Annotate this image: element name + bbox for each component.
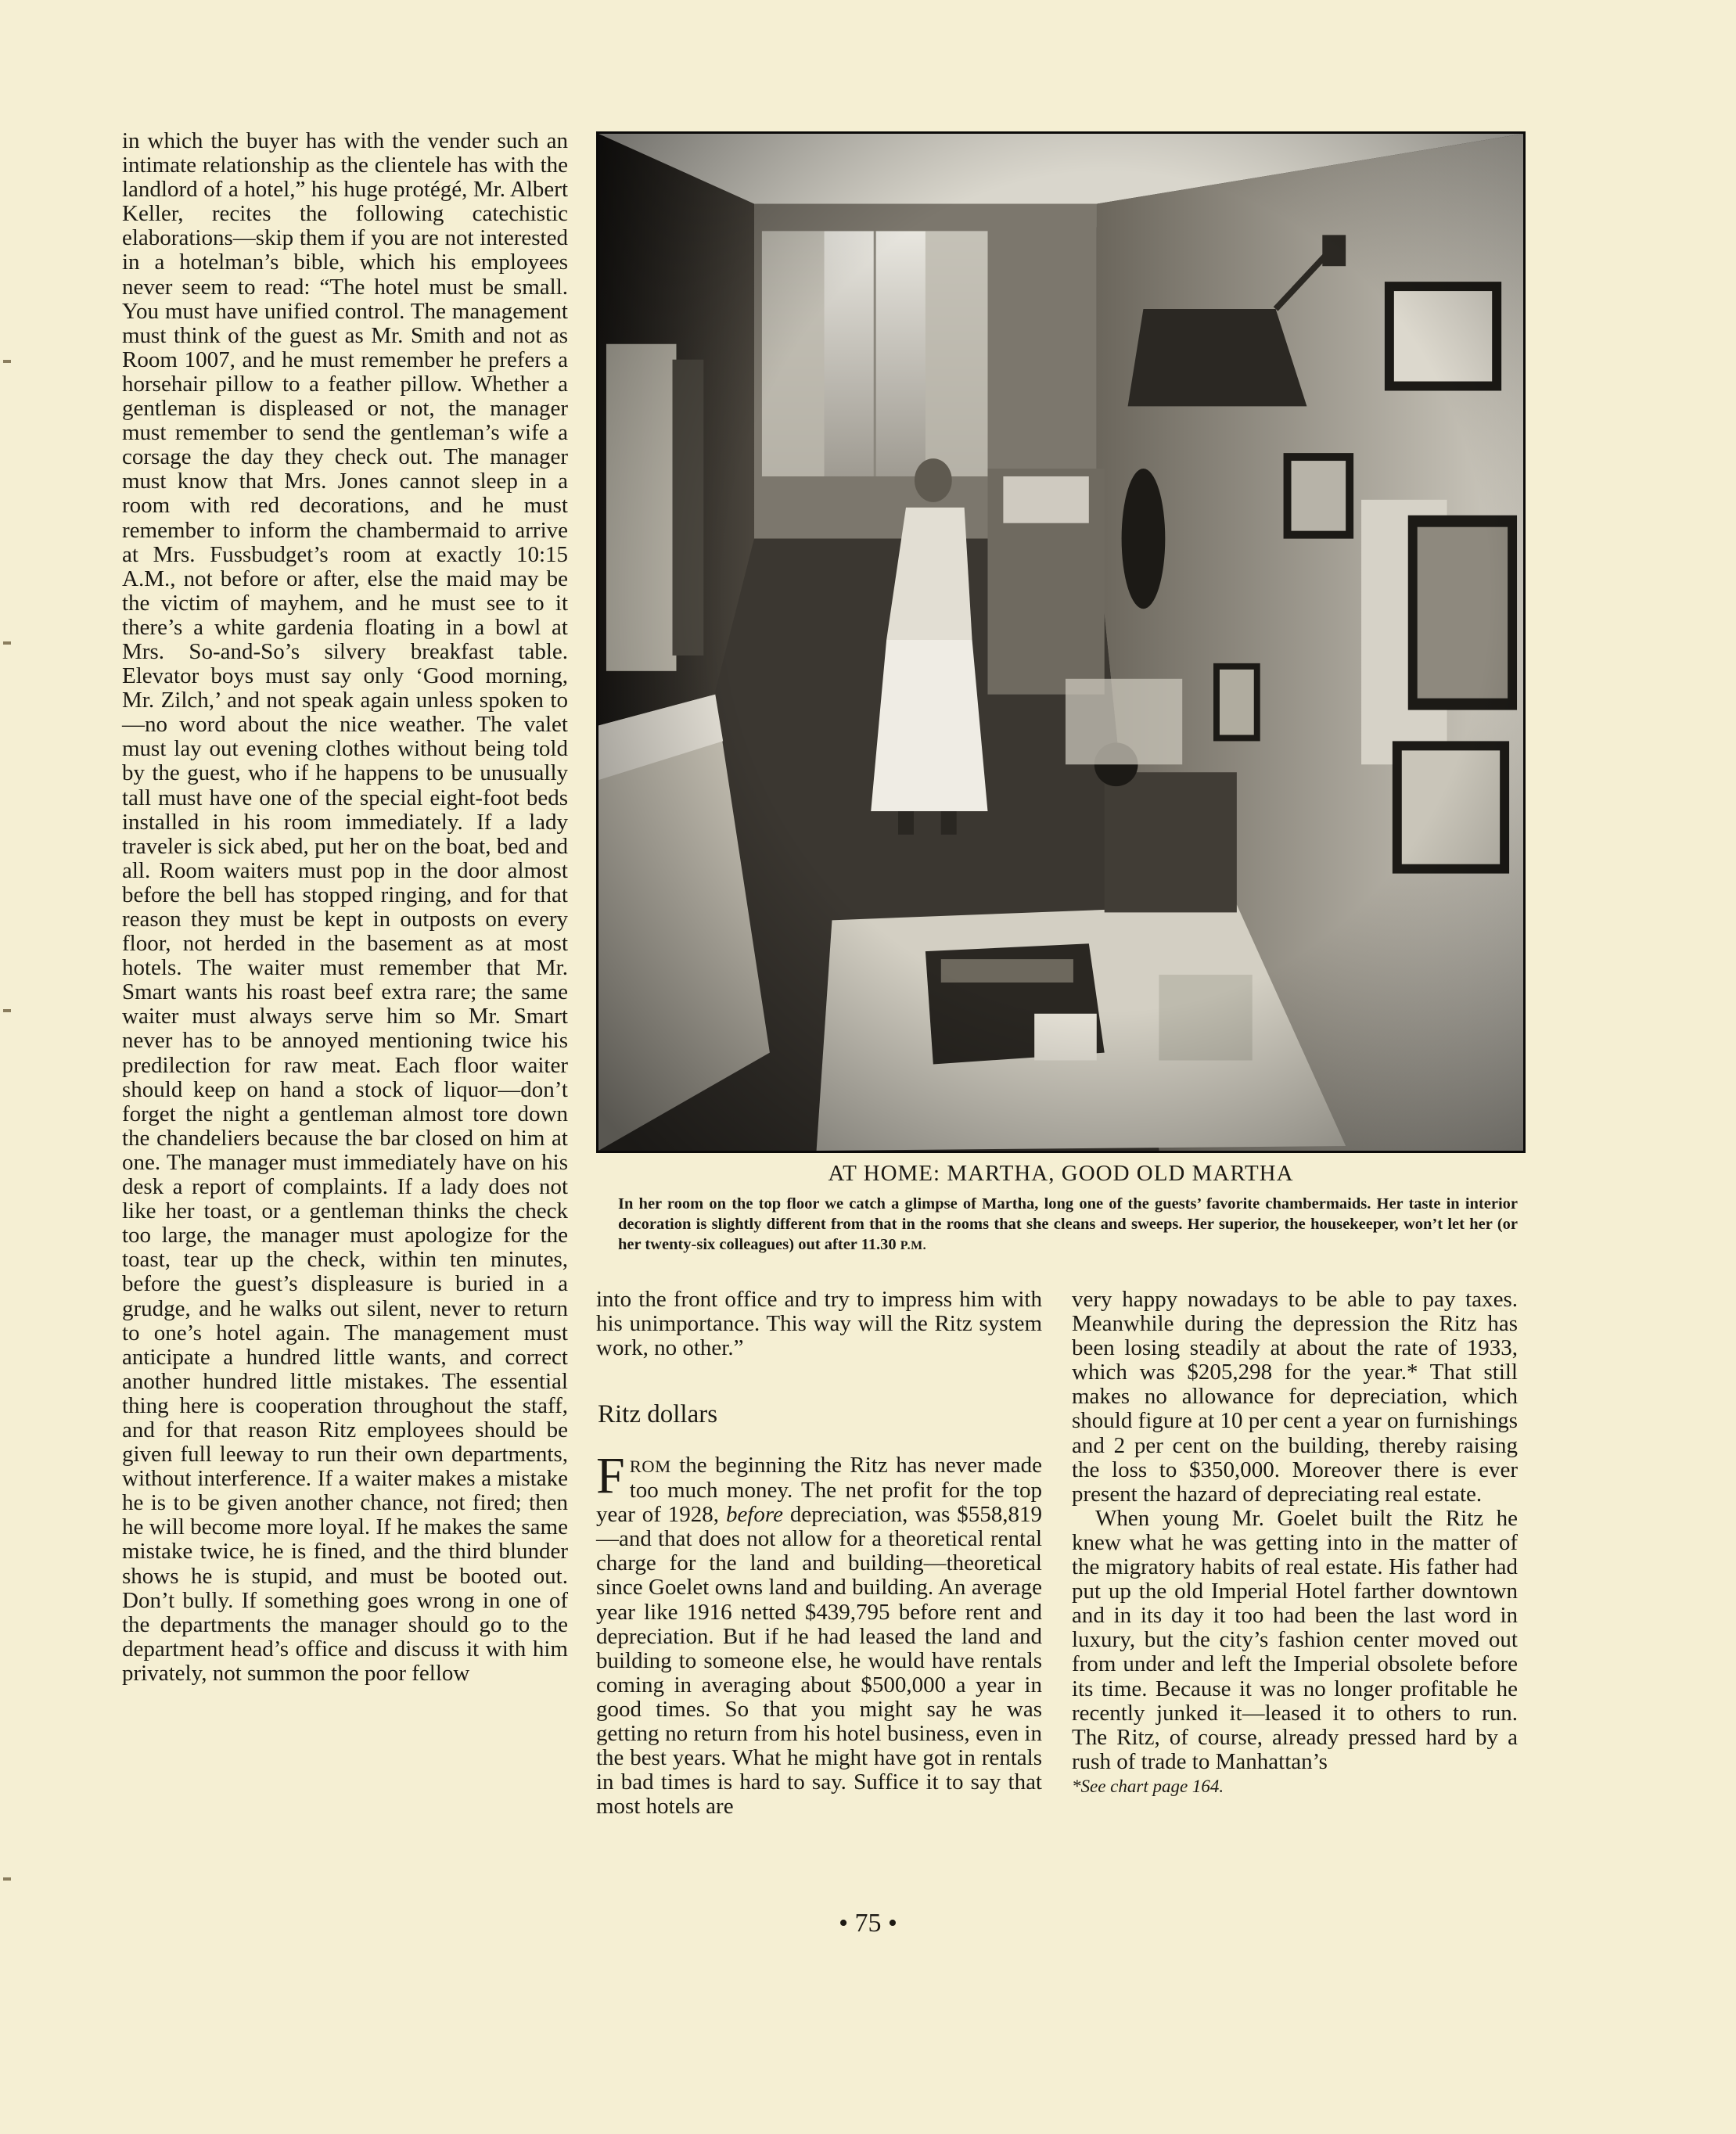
middle-column-top-text bbox=[596, 1288, 1042, 1360]
left-column-text bbox=[122, 129, 568, 1686]
right-column-paragraph-1: very happy nowadays to be able to pay taxes. Meanwhile during the depression the Ritz has been losing steadily at about the rate of 1933, which was $205,298 for the year.* That still makes no allowance for depreciation, which should figure at 10 per cent a year on furnishings and 2 per cent on the building, thereby raising the loss to $350,000. Moreover there is ever present the hazard of depreciating real estate. bbox=[1072, 1287, 1518, 1507]
right-column-text bbox=[1072, 1288, 1518, 1798]
middle-column-text-part1: the beginning the Ritz has never made too much money. The net profit for the top year of 1928, bbox=[596, 1453, 1042, 1528]
section-heading: Ritz dollars bbox=[598, 1400, 718, 1428]
photo-caption-headline: AT HOME: MARTHA, GOOD OLD MARTHA bbox=[828, 1161, 1294, 1186]
margin-mark bbox=[3, 1877, 11, 1881]
photo-martha-room bbox=[596, 131, 1526, 1153]
margin-mark bbox=[3, 1009, 11, 1012]
footnote: *See chart page 164. bbox=[1072, 1776, 1224, 1796]
photo-caption-text bbox=[618, 1194, 1518, 1256]
left-column-paragraph: in which the buyer has with the vender such an intimate relationship as the clientele has with the landlord of a hotel,” his huge protégé, Mr. Albert Keller, recites the following catechistic elaborations—skip them if you are not interested in a hotelman’s bible, which his employees never seem to read: “The hotel must be small. You must have unified control. The management must think of the guest as Mr. Smith and not as Room 1007, and he must remember he prefers a horsehair pillow to a feather pillow. Whether a gentleman is displeased or not, the manager must remember to send the gentleman’s wife a corsage the day they check out. The manager must know that Mrs. Jones cannot sleep in a room with red decorations, and he must remember to inform the chambermaid to arrive at Mrs. Fussbudget’s room at exactly 10:15 A.M., not before or after, else the maid may be the victim of mayhem, and he must see to it there’s a white gardenia floating in a bowl at Mrs. So-and-So’s silvery breakfast table. Elevator boys must say only ‘Good morning, Mr. Zilch,’ and not speak again unless spoken to—no word about the nice weather. The valet must lay out evening clothes without being told by the guest, who if he happens to be unusually tall must have one of the special eight-foot beds installed in his room immediately. If a lady traveler is sick abed, put her on the boat, bed and all. Room waiters must pop in the door almost before the bell has stopped ringing, and for that reason they must be kept in outposts on every floor, not herded in the basement as at most hotels. The waiter must remember that Mr. Smart wants his roast beef extra rare; the same waiter must always serve him so Mr. Smart never has to be annoyed mentioning twice his predilection for raw meat. Each floor waiter should keep on hand a stock of liquor—don’t forget the night a gentleman almost tore down the chandeliers because the bar closed on him at one. The manager must immediately have on his desk a report of complaints. If a lady does not like her toast, or a gentleman thinks the check too large, the manager must apologize for the toast, tear up the check, within ten minutes, before the guest’s displeasure is buried in a grudge, and he walks out silent, never to return to one’s hotel again. The management must anticipate a hundred little wants, and correct another hundred little mistakes. The essential thing here is cooperation throughout the staff, and for that reason Ritz employees should be given full leeway to run their own departments, without interference. If a waiter makes a mistake he is to be given another chance, not fired; then he will become more loyal. If he makes the same mistake twice, he is fined, and the third blunder shows he is stupid, and must be booted out. Don’t bully. If something goes wrong in one of the departments the manager should go to the department head’s office and discuss it with him privately, not summon the poor fellow bbox=[122, 128, 568, 1686]
middle-column-text bbox=[596, 1447, 1042, 1820]
middle-column-text-part2: depreciation, was $558,819—and that does not allow for a theoretical rental charge for the land and building—theoretical since Goelet owns land and building. An average year like 1916 netted $439,795 before rent and depreciation. But if he had leased the land and building to someone else, he would have rentals coming in averaging about $500,000 a year in good times. So that you might say he was getting no return from his hotel business, even in the best years. What he might have got in rentals in bad times is hard to say. Suffice it to say that most hotels are bbox=[596, 1502, 1042, 1820]
drop-cap-lead: ROM bbox=[629, 1457, 671, 1476]
margin-mark bbox=[3, 641, 11, 645]
page-number: • 75 • bbox=[839, 1909, 897, 1938]
photo-illustration bbox=[598, 134, 1523, 1151]
margin-mark bbox=[3, 360, 11, 363]
middle-column-top-paragraph: into the front office and try to impress him with his unimportance. This way will the Ritz system work, no other.” bbox=[596, 1287, 1042, 1361]
right-column-paragraph-2: When young Mr. Goelet built the Ritz he knew what he was getting into in the matter of the migratory habits of real estate. His father had put up the old Imperial Hotel farther downtown and in its day it too had been the last word in luxury, but the city’s fashion center moved out from under and left the Imperial obsolete before its time. Because it was no longer profitable he recently junked it—leased it to others to run. The Ritz, of course, already pressed hard by a rush of trade to Manhattan’s bbox=[1072, 1505, 1518, 1774]
photo-caption-time-suffix: P.M. bbox=[900, 1239, 927, 1252]
middle-column-paragraph bbox=[596, 1447, 1042, 1820]
middle-column-italic: before bbox=[725, 1502, 783, 1528]
photo-caption-body: In her room on the top floor we catch a glimpse of Martha, long one of the guests’ favorite chambermaids. Her taste in interior decoration is slightly different from that in the rooms that she cleans and sweeps. Her superior, the housekeeper, won’t let her (or her twenty-six colleagues) out after 11.30 bbox=[618, 1195, 1518, 1253]
drop-cap: F bbox=[596, 1447, 625, 1504]
